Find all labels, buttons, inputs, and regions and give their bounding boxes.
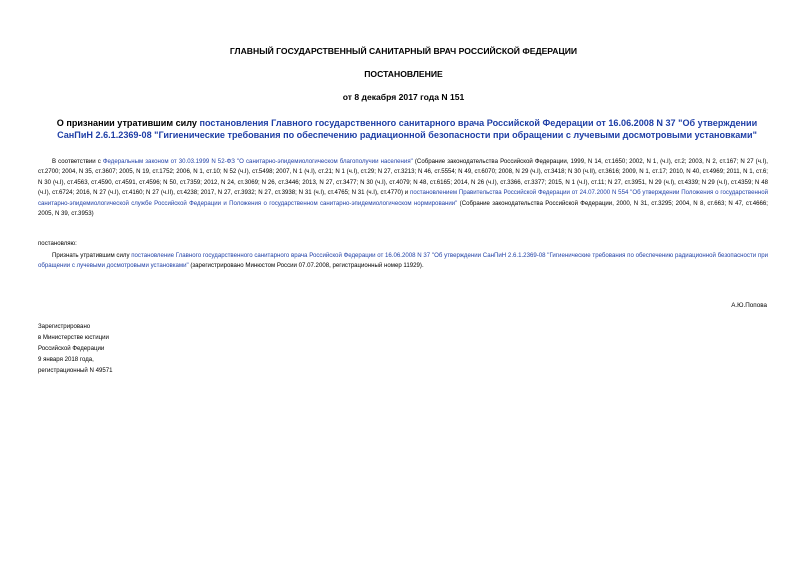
document-date-number: от 8 декабря 2017 года N 151 xyxy=(342,92,465,102)
preamble-paragraph xyxy=(38,157,768,219)
document-type: ПОСТАНОВЛЕНИЕ xyxy=(364,69,443,79)
title-link[interactable]: постановления Главного государственного санитарного врача Российской Федерации от 16.06.2008 N 37 "Об утверждении СанПиН 2.6.1.2369-08 "Гигиенические требования по обеспечению радиационной безопасности при обращении с лучевыми досмотровыми установками" xyxy=(57,118,758,140)
registration-line: Зарегистрировано xyxy=(38,323,91,330)
revoked-decree-link[interactable]: постановление Главного государственного санитарного врача Российской Федерации от 16.06.2008 N 37 "Об утверждении СанПиН 2.6.1.2369-08 "Гигиенические требования по обеспечению радиационной безопасности при обращении с лучевыми досмотровыми установками" xyxy=(38,252,768,270)
federal-law-link[interactable]: Федеральным законом от 30.03.1999 N 52-ФЗ "О санитарно-эпидемиологическом благополучии населения" xyxy=(102,158,413,165)
title-prefix: О признании утратившим силу xyxy=(56,118,200,128)
decree-text-1: Признать утратившим силу xyxy=(52,252,132,259)
registration-line: в Министерстве юстиции xyxy=(38,334,109,341)
preamble-text-1: В соответствии с xyxy=(52,158,103,165)
registration-line: Российской Федерации xyxy=(38,345,105,352)
decree-word: постановляю: xyxy=(38,240,77,247)
authority-heading: ГЛАВНЫЙ ГОСУДАРСТВЕННЫЙ САНИТАРНЫЙ ВРАЧ РОССИЙСКОЙ ФЕДЕРАЦИИ xyxy=(229,46,578,56)
registration-line: 9 января 2018 года, xyxy=(38,356,94,363)
registration-line: регистрационный N 49571 xyxy=(38,367,113,374)
decree-text-2: (зарегистрировано Минюстом России 07.07.2008, регистрационный номер 11929). xyxy=(188,262,424,270)
government-decree-link[interactable]: постановлением Правительства Российской Федерации от 24.07.2000 N 554 "Об утверждении Положения о государственной санитарно-эпидемиологической службе Российской Федерации и Положения о государственном санитарно-эпидемиологическом нормировании" xyxy=(38,189,768,207)
preamble-text-2: (Собрание законодательства Российской Федерации, 1999, N 14, ст.1650; 2002, N 1, (ч.I), ст.2; 2003, N 2, ст.167; N 27 (ч.I), ст.2700; 2004, N 35, ст.3607; 2005, N 19, ст.1752; 2006, N 1, ст.10; N 52 (ч.I), ст.5498; 2007, N 1 (ч.I), ст.21; N 1 (ч.I), ст.29; N 27, ст.3213; N 46, ст.5554; N 49, ст.6070; 2008, N 29 (ч.I), ст.3418; N 30 (ч.II), ст.3616; 2009, N 1, ст.17; 2010, N 40, ст.4969; 2011, N 1, ст.6; N 30 (ч.I), ст.4563, ст.4590, ст.4591, ст.4596; N 50, ст.7359; 2012, N 24, ст.3069; N 26, ст.3446; 2013, N 27, ст.3477; N 30 (ч.I), ст.4079; N 48, ст.6165; 2014, N 26 (ч.I), ст.3366, ст.3377; 2015, N 1 (ч.I), ст.11; N 27, ст.3951, N 29 (ч.I), ст.4339; N 29 (ч.I), ст.4359; N 48 (ч.I), ст.6724; 2016, N 27 (ч.I), ст.4160; N 27 (ч.II), ст.4238; 2017, N 27, ст.3932; N 27, ст.3938; N 31 (ч.I), ст.4765; N 31 (ч.I), ст.4770) и xyxy=(38,158,768,197)
preamble-text-3: (Собрание законодательства Российской Федерации, 2000, N 31, ст.3295; 2004, N 8, ст.663; N 47, ст.4666; 2005, N 39, ст.3953) xyxy=(38,199,768,218)
document-title xyxy=(46,117,768,141)
signature: А.Ю.Попова xyxy=(731,302,767,309)
decree-paragraph xyxy=(38,251,768,272)
